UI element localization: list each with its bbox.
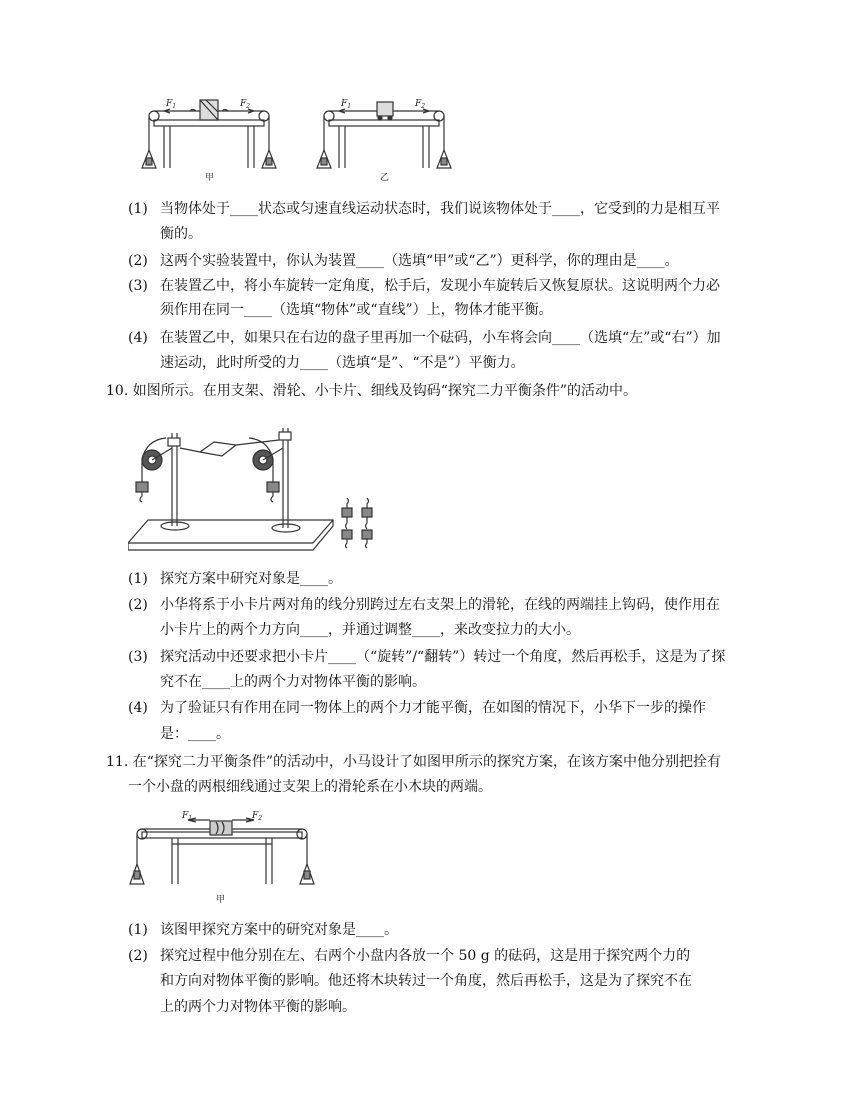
q9-left-f2-label: $F_2$ — [240, 99, 251, 110]
q9-figure — [130, 92, 460, 184]
item-text: 衡的。 — [160, 226, 202, 242]
item-text: 探究方案中研究对象是____。 — [160, 571, 342, 587]
item-text: 探究过程中他分别在左、右两个小盘内各放一个 50 g 的砝码，这是用于探究两个力的 — [160, 948, 691, 964]
item-number: (2) — [128, 253, 148, 269]
item-text: 在装置乙中，将小车旋转一定角度，松手后，发现小车旋转后又恢复原状。这说明两个力必 — [160, 278, 720, 294]
q10-stem: 10. 如图所示。在用支架、滑轮、小卡片、细线及钩码“探究二力平衡条件”的活动中。 — [106, 383, 638, 399]
item-number: (4) — [128, 330, 148, 346]
q9-right-caption: 乙 — [380, 173, 390, 183]
item-text: 小卡片上的两个力方向____，并通过调整____，来改变拉力的大小。 — [160, 622, 580, 638]
item-text: 和方向对物体平衡的影响。他还将木块转过一个角度，然后再松手，这是为了探究不在 — [160, 973, 692, 989]
item-number: (1) — [128, 571, 148, 587]
q9-left-caption: 甲 — [205, 173, 215, 183]
q11-f1-label: $F_1$ — [182, 811, 193, 822]
item-text: 小华将系于小卡片两对角的线分别跨过左右支架上的滑轮，在线的两端挂上钩码，使作用在 — [160, 597, 720, 613]
item-number: (1) — [128, 201, 148, 217]
q9-apparatus-right — [317, 102, 451, 168]
q9-right-f2-label: $F_2$ — [415, 99, 426, 110]
item-number: (1) — [128, 922, 148, 938]
q11-fig-caption: 甲 — [216, 895, 226, 905]
q10-figure — [128, 418, 393, 558]
item-text: 在装置乙中，如果只在右边的盘子里再加一个砝码，小车将会向____（选填“左”或“右”）加 — [160, 330, 721, 346]
item-text: 当物体处于____状态或匀速直线运动状态时，我们说该物体处于____，它受到的力是相互平 — [160, 201, 720, 217]
q11-stem-line-1: 11. 在“探究二力平衡条件”的活动中，小马设计了如图甲所示的探究方案，在该方案中他分别把拴有 — [106, 754, 722, 770]
item-number: (2) — [128, 597, 148, 613]
item-text: 须作用在同一____（选填“物体”或“直线”）上，物体才能平衡。 — [160, 302, 553, 318]
item-text: 究不在____上的两个力对物体平衡的影响。 — [160, 674, 426, 690]
item-text: 速运动，此时所受的力____（选填“是”、“不是”）平衡力。 — [160, 355, 525, 371]
q11-stem-line-2: 一个小盘的两根细线通过支架上的滑轮系在小木块的两端。 — [128, 779, 492, 795]
item-number: (2) — [128, 948, 148, 964]
item-text: 这两个实验装置中，你认为装置____（选填“甲”或“乙”）更科学，你的理由是____。 — [160, 253, 679, 269]
q11-f2-label: $F_2$ — [252, 811, 263, 822]
q9-right-f1-label: $F_1$ — [341, 99, 352, 110]
q9-left-f1-label: $F_1$ — [166, 99, 177, 110]
item-number: (3) — [128, 278, 148, 294]
item-text: 上的两个力对物体平衡的影响。 — [160, 999, 356, 1015]
item-text: 探究活动中还要求把小卡片____（“旋转”/“翻转”）转过一个角度，然后再松手，这是为了探 — [160, 649, 726, 665]
item-number: (4) — [128, 700, 148, 716]
item-text: 为了验证只有作用在同一物体上的两个力才能平衡，在如图的情况下，小华下一步的操作 — [160, 700, 706, 716]
item-text: 是：____。 — [160, 726, 230, 742]
q9-apparatus-left — [142, 100, 276, 168]
item-text: 该图甲探究方案中的研究对象是____。 — [160, 922, 398, 938]
item-number: (3) — [128, 649, 148, 665]
q11-figure — [126, 808, 321, 908]
